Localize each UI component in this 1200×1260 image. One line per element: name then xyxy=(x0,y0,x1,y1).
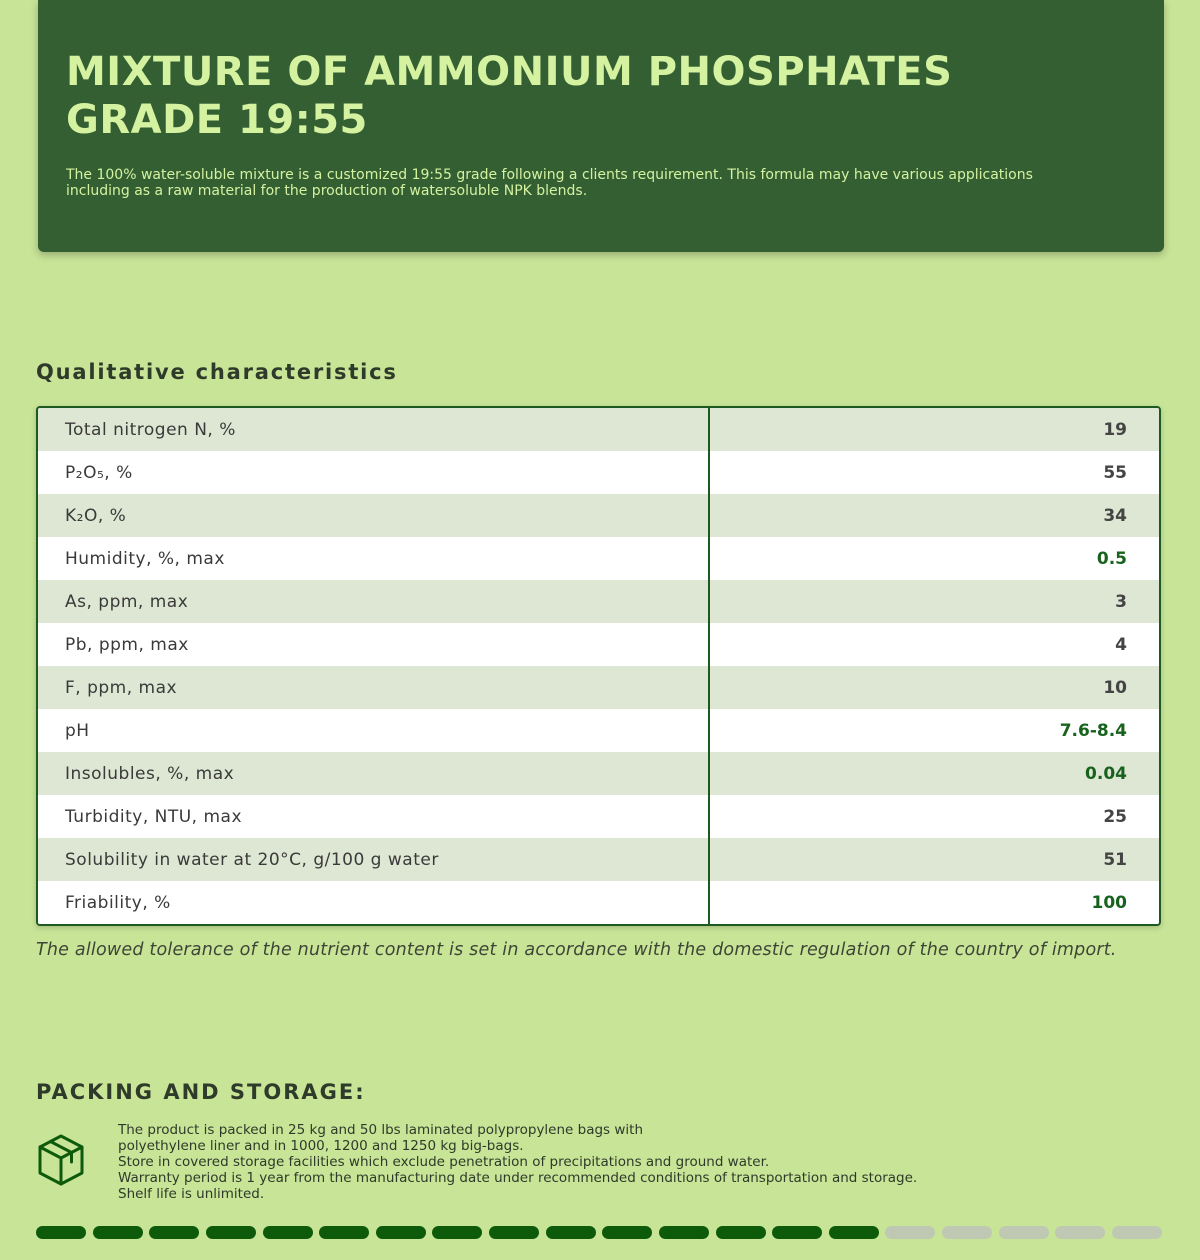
table-row xyxy=(38,881,1159,924)
page-title xyxy=(66,48,952,144)
characteristic-value: 51 xyxy=(710,838,1159,881)
progress-segment-complete xyxy=(36,1226,86,1239)
tolerance-note: The allowed tolerance of the nutrient content is set in accordance with the domestic regulation of the country of import. xyxy=(36,940,1117,960)
table-row xyxy=(38,537,1159,580)
characteristic-value: 3 xyxy=(710,580,1159,623)
progress-segment-complete xyxy=(716,1226,766,1239)
characteristic-value: 7.6-8.4 xyxy=(710,709,1159,752)
progress-segment-complete xyxy=(93,1226,143,1239)
characteristic-value: 19 xyxy=(710,408,1159,451)
header-card xyxy=(38,0,1164,252)
table-row xyxy=(38,623,1159,666)
characteristic-name: Turbidity, NTU, max xyxy=(38,795,710,838)
table-row xyxy=(38,580,1159,623)
package-box-icon xyxy=(36,1133,86,1187)
packing-line: Shelf life is unlimited. xyxy=(118,1186,265,1202)
characteristic-value: 10 xyxy=(710,666,1159,709)
characteristic-value: 4 xyxy=(710,623,1159,666)
table-row xyxy=(38,494,1159,537)
characteristic-value: 100 xyxy=(710,881,1159,924)
product-description: The 100% water-soluble mixture is a customized 19:55 grade following a clients requirement. This formula may have various applications including as a raw material for the production of watersoluble NPK blends. xyxy=(66,167,1033,199)
characteristic-name: Pb, ppm, max xyxy=(38,623,710,666)
packing-line: The product is packed in 25 kg and 50 lbs laminated polypropylene bags with xyxy=(118,1122,644,1138)
characteristic-name: As, ppm, max xyxy=(38,580,710,623)
progress-segment-complete xyxy=(206,1226,256,1239)
characteristic-name: Insolubles, %, max xyxy=(38,752,710,795)
progress-segment-complete xyxy=(489,1226,539,1239)
progress-segment-complete xyxy=(772,1226,822,1239)
table-row xyxy=(38,795,1159,838)
characteristic-value: 34 xyxy=(710,494,1159,537)
progress-segment-complete xyxy=(546,1226,596,1239)
packing-line: Store in covered storage facilities which exclude penetration of precipitations and ground water. xyxy=(118,1154,770,1170)
packing-heading: PACKING AND STORAGE: xyxy=(36,1080,366,1104)
table-row xyxy=(38,408,1159,451)
packing-text xyxy=(118,1122,917,1202)
characteristic-name: Solubility in water at 20°C, g/100 g water xyxy=(38,838,710,881)
characteristic-value: 55 xyxy=(710,451,1159,494)
progress-segment-pending xyxy=(1112,1226,1162,1239)
progress-segment-pending xyxy=(1055,1226,1105,1239)
table-row xyxy=(38,838,1159,881)
page-title-line-1: MIXTURE OF AMMONIUM PHOSPHATES xyxy=(66,49,953,95)
characteristics-table xyxy=(36,406,1161,926)
page-title-line-2: GRADE 19:55 xyxy=(66,97,368,143)
progress-segment-complete xyxy=(149,1226,199,1239)
characteristic-name: Humidity, %, max xyxy=(38,537,710,580)
characteristic-name: F, ppm, max xyxy=(38,666,710,709)
progress-segment-complete xyxy=(263,1226,313,1239)
characteristic-value: 0.5 xyxy=(710,537,1159,580)
characteristic-name: K₂O, % xyxy=(38,494,710,537)
characteristics-heading: Qualitative characteristics xyxy=(36,360,398,384)
characteristic-name: P₂O₅, % xyxy=(38,451,710,494)
table-row xyxy=(38,451,1159,494)
characteristic-name: Total nitrogen N, % xyxy=(38,408,710,451)
characteristic-name: pH xyxy=(38,709,710,752)
progress-segment-complete xyxy=(602,1226,652,1239)
characteristic-value: 25 xyxy=(710,795,1159,838)
progress-segment-complete xyxy=(659,1226,709,1239)
step-progress-bar xyxy=(36,1226,1162,1239)
progress-segment-complete xyxy=(829,1226,879,1239)
characteristic-value: 0.04 xyxy=(710,752,1159,795)
packing-line: Warranty period is 1 year from the manufacturing date under recommended conditions of transportation and storage. xyxy=(118,1170,918,1186)
progress-segment-complete xyxy=(319,1226,369,1239)
table-row xyxy=(38,666,1159,709)
progress-segment-complete xyxy=(432,1226,482,1239)
characteristic-name: Friability, % xyxy=(38,881,710,924)
packing-line: polyethylene liner and in 1000, 1200 and 1250 kg big-bags. xyxy=(118,1138,524,1154)
table-row xyxy=(38,752,1159,795)
table-row xyxy=(38,709,1159,752)
progress-segment-complete xyxy=(376,1226,426,1239)
progress-segment-pending xyxy=(942,1226,992,1239)
progress-segment-pending xyxy=(999,1226,1049,1239)
progress-segment-pending xyxy=(885,1226,935,1239)
